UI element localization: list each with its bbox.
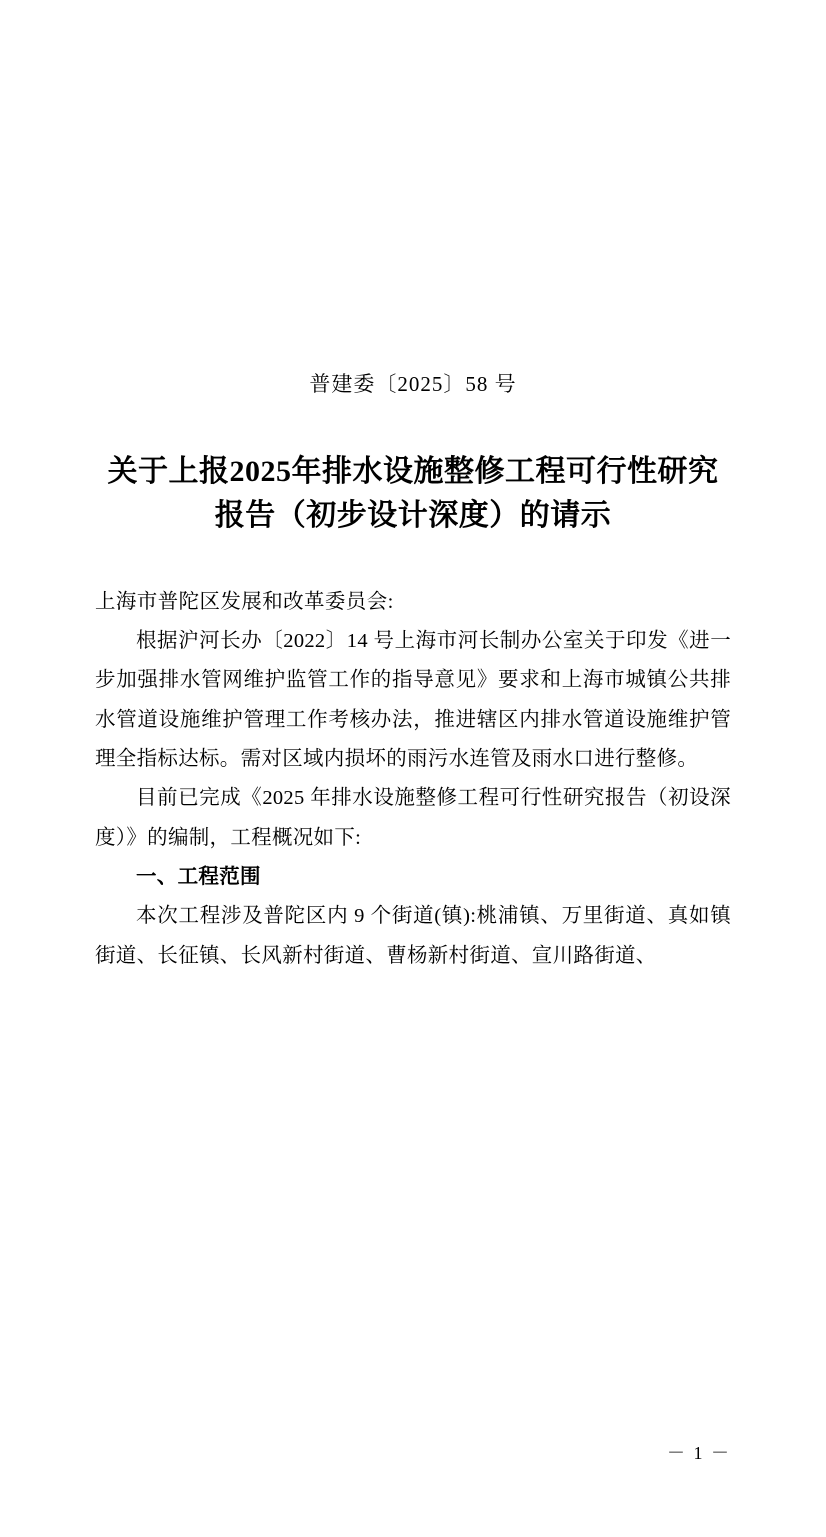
document-title-line-2: 报告（初步设计深度）的请示: [214, 498, 612, 532]
document-title: [95, 450, 731, 537]
document-page: [0, 368, 826, 1537]
body-paragraph-1: 根据沪河长办〔2022〕14 号上海市河长制办公室关于印发《进一步加强排水管网维护监管工作的指导意见》要求和上海市城镇公共排水管道设施维护管理工作考核办法，推进辖区内排水管道设施维护管理全指标达标。需对区域内损坏的雨污水连管及雨水口进行整修。: [95, 629, 731, 771]
document-recipient: 上海市普陀区发展和改革委员会:: [95, 591, 394, 613]
section-paragraph-scope: 本次工程涉及普陀区内 9 个街道(镇):桃浦镇、万里街道、真如镇街道、长征镇、长风新村街道、曹杨新村街道、宣川路街道、: [95, 905, 731, 967]
document-title-line-1: 关于上报2025年排水设施整修工程可行性研究: [107, 455, 719, 488]
body-paragraph-2: 目前已完成《2025 年排水设施整修工程可行性研究报告（初设深度）》的编制，工程概况如下:: [95, 787, 731, 849]
document-number: 普建委〔2025〕58 号: [309, 372, 517, 396]
page-number: － 1 －: [667, 1443, 731, 1463]
section-heading-scope: 一、工程范围: [136, 866, 261, 889]
